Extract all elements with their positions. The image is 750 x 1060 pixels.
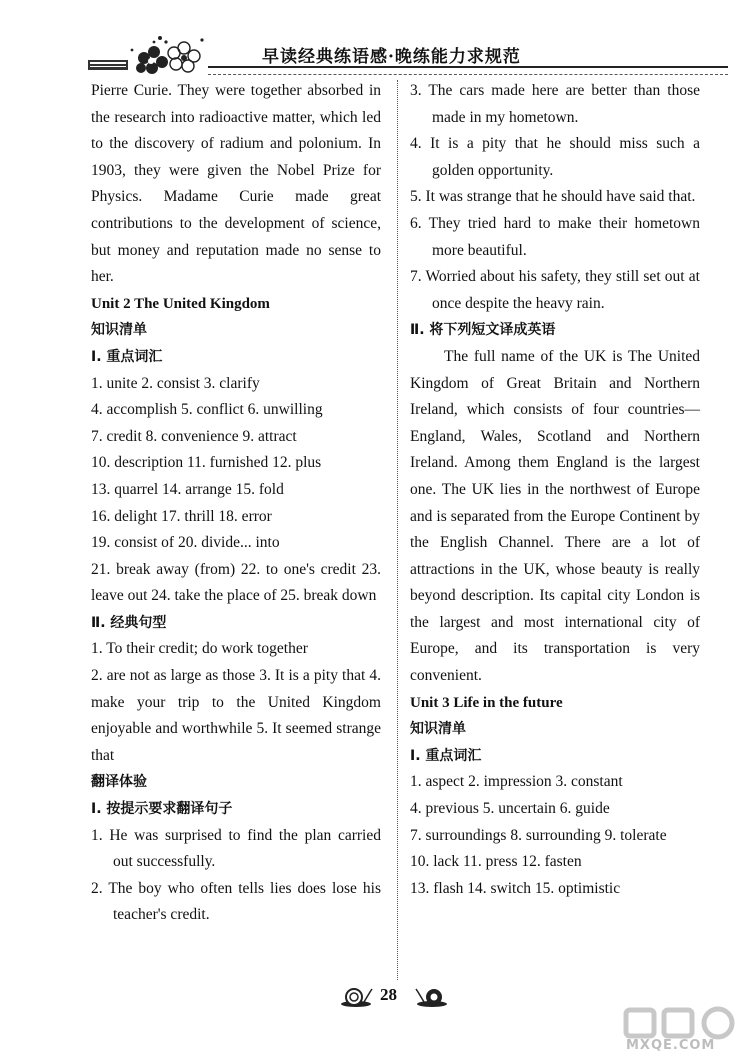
text-line: 2. are not as large as those 3. It is a pity that 4. make your trip to the United Kingdom enjoyable and worthwhile 5. It seemed strange that (91, 667, 381, 764)
page-number: 28 (380, 985, 397, 1004)
text-line: The full name of the UK is The United Kingdom of Great Britain and Northern Ireland, which consists of four countries—England, Wales, Scotland and Northern Ireland. Among them England is the largest one. The UK lies in the northwest of Europe and is separated from the Europe Continent by the English Channel. There are a lot of attractions in the UK, whose beauty is really beyond description. Its capital city London is the largest and most international city of Europe, and its transportation is very convenient. (410, 347, 700, 685)
section-heading: 知识清单 (91, 322, 147, 339)
snail-icon (414, 986, 448, 1008)
text-line: 1. aspect 2. impression 3. constant (410, 773, 623, 791)
text-line: 1. He was surprised to find the plan carried out successfully. (91, 826, 381, 871)
text-line: 4. previous 5. uncertain 6. guide (410, 800, 610, 818)
flower-decoration-icon (88, 30, 218, 80)
text-line: 4. accomplish 5. conflict 6. unwilling (91, 401, 323, 419)
header-title: 早读经典练语感·晚练能力求规范 (262, 47, 521, 67)
text-line: 16. delight 17. thrill 18. error (91, 507, 272, 525)
text-line: 4. It is a pity that he should miss such a golden opportunity. (410, 135, 700, 179)
text-line: 7. Worried about his safety, they still set out at once despite the heavy rain. (410, 268, 700, 312)
text-line: 6. They tried hard to make their hometown more beautiful. (410, 214, 700, 259)
text-line: 7. surroundings 8. surrounding 9. tolerate (410, 826, 667, 844)
text-line: 10. lack 11. press 12. fasten (410, 853, 582, 871)
watermark-text: MXQE.COM (626, 1038, 716, 1053)
unit-heading: Unit 2 The United Kingdom (91, 295, 270, 312)
section-heading: Ⅰ. 按提示要求翻译句子 (91, 801, 233, 818)
text-line: 19. consist of 20. divide... into (91, 534, 280, 552)
column-divider (397, 80, 398, 980)
section-heading: 知识清单 (410, 721, 466, 738)
text-line: 1. To their credit; do work together (91, 640, 308, 658)
snail-icon (340, 986, 374, 1008)
page-header (88, 30, 728, 80)
text-line: 3. The cars made here are better than those made in my hometown. (410, 82, 700, 126)
text-line: 13. flash 14. switch 15. optimistic (410, 879, 621, 897)
text-line: 2. The boy who often tells lies does lose his teacher's credit. (91, 879, 381, 924)
section-heading: Ⅰ. 重点词汇 (91, 348, 163, 365)
text-line: 21. break away (from) 22. to one's credit 23. leave out 24. take the place of 25. break down (91, 560, 381, 605)
unit-heading: Unit 3 Life in the future (410, 694, 563, 711)
text-line: 10. description 11. furnished 12. plus (91, 454, 322, 472)
page-footer (340, 984, 450, 1014)
text-line: 1. unite 2. consist 3. clarify (91, 374, 260, 392)
section-heading: Ⅱ. 经典句型 (91, 614, 167, 631)
text-line: Pierre Curie. They were together absorbed in the research into radioactive matter, which led to the discovery of radium and polonium. In 1903, they were given the Nobel Prize for Physics. Madame Curie made great contributions to the development of science, but money and reputation made no sense to her. (91, 82, 381, 286)
section-heading: Ⅰ. 重点词汇 (410, 747, 482, 764)
text-line: 13. quarrel 14. arrange 15. fold (91, 480, 284, 498)
text-line: 5. It was strange that he should have said that. (410, 188, 696, 206)
header-rule (208, 66, 728, 75)
text-line: 7. credit 8. convenience 9. attract (91, 427, 297, 445)
section-heading: 翻译体验 (91, 774, 147, 791)
section-heading: Ⅱ. 将下列短文译成英语 (410, 322, 556, 339)
left-column (91, 78, 381, 929)
right-column (410, 78, 700, 902)
